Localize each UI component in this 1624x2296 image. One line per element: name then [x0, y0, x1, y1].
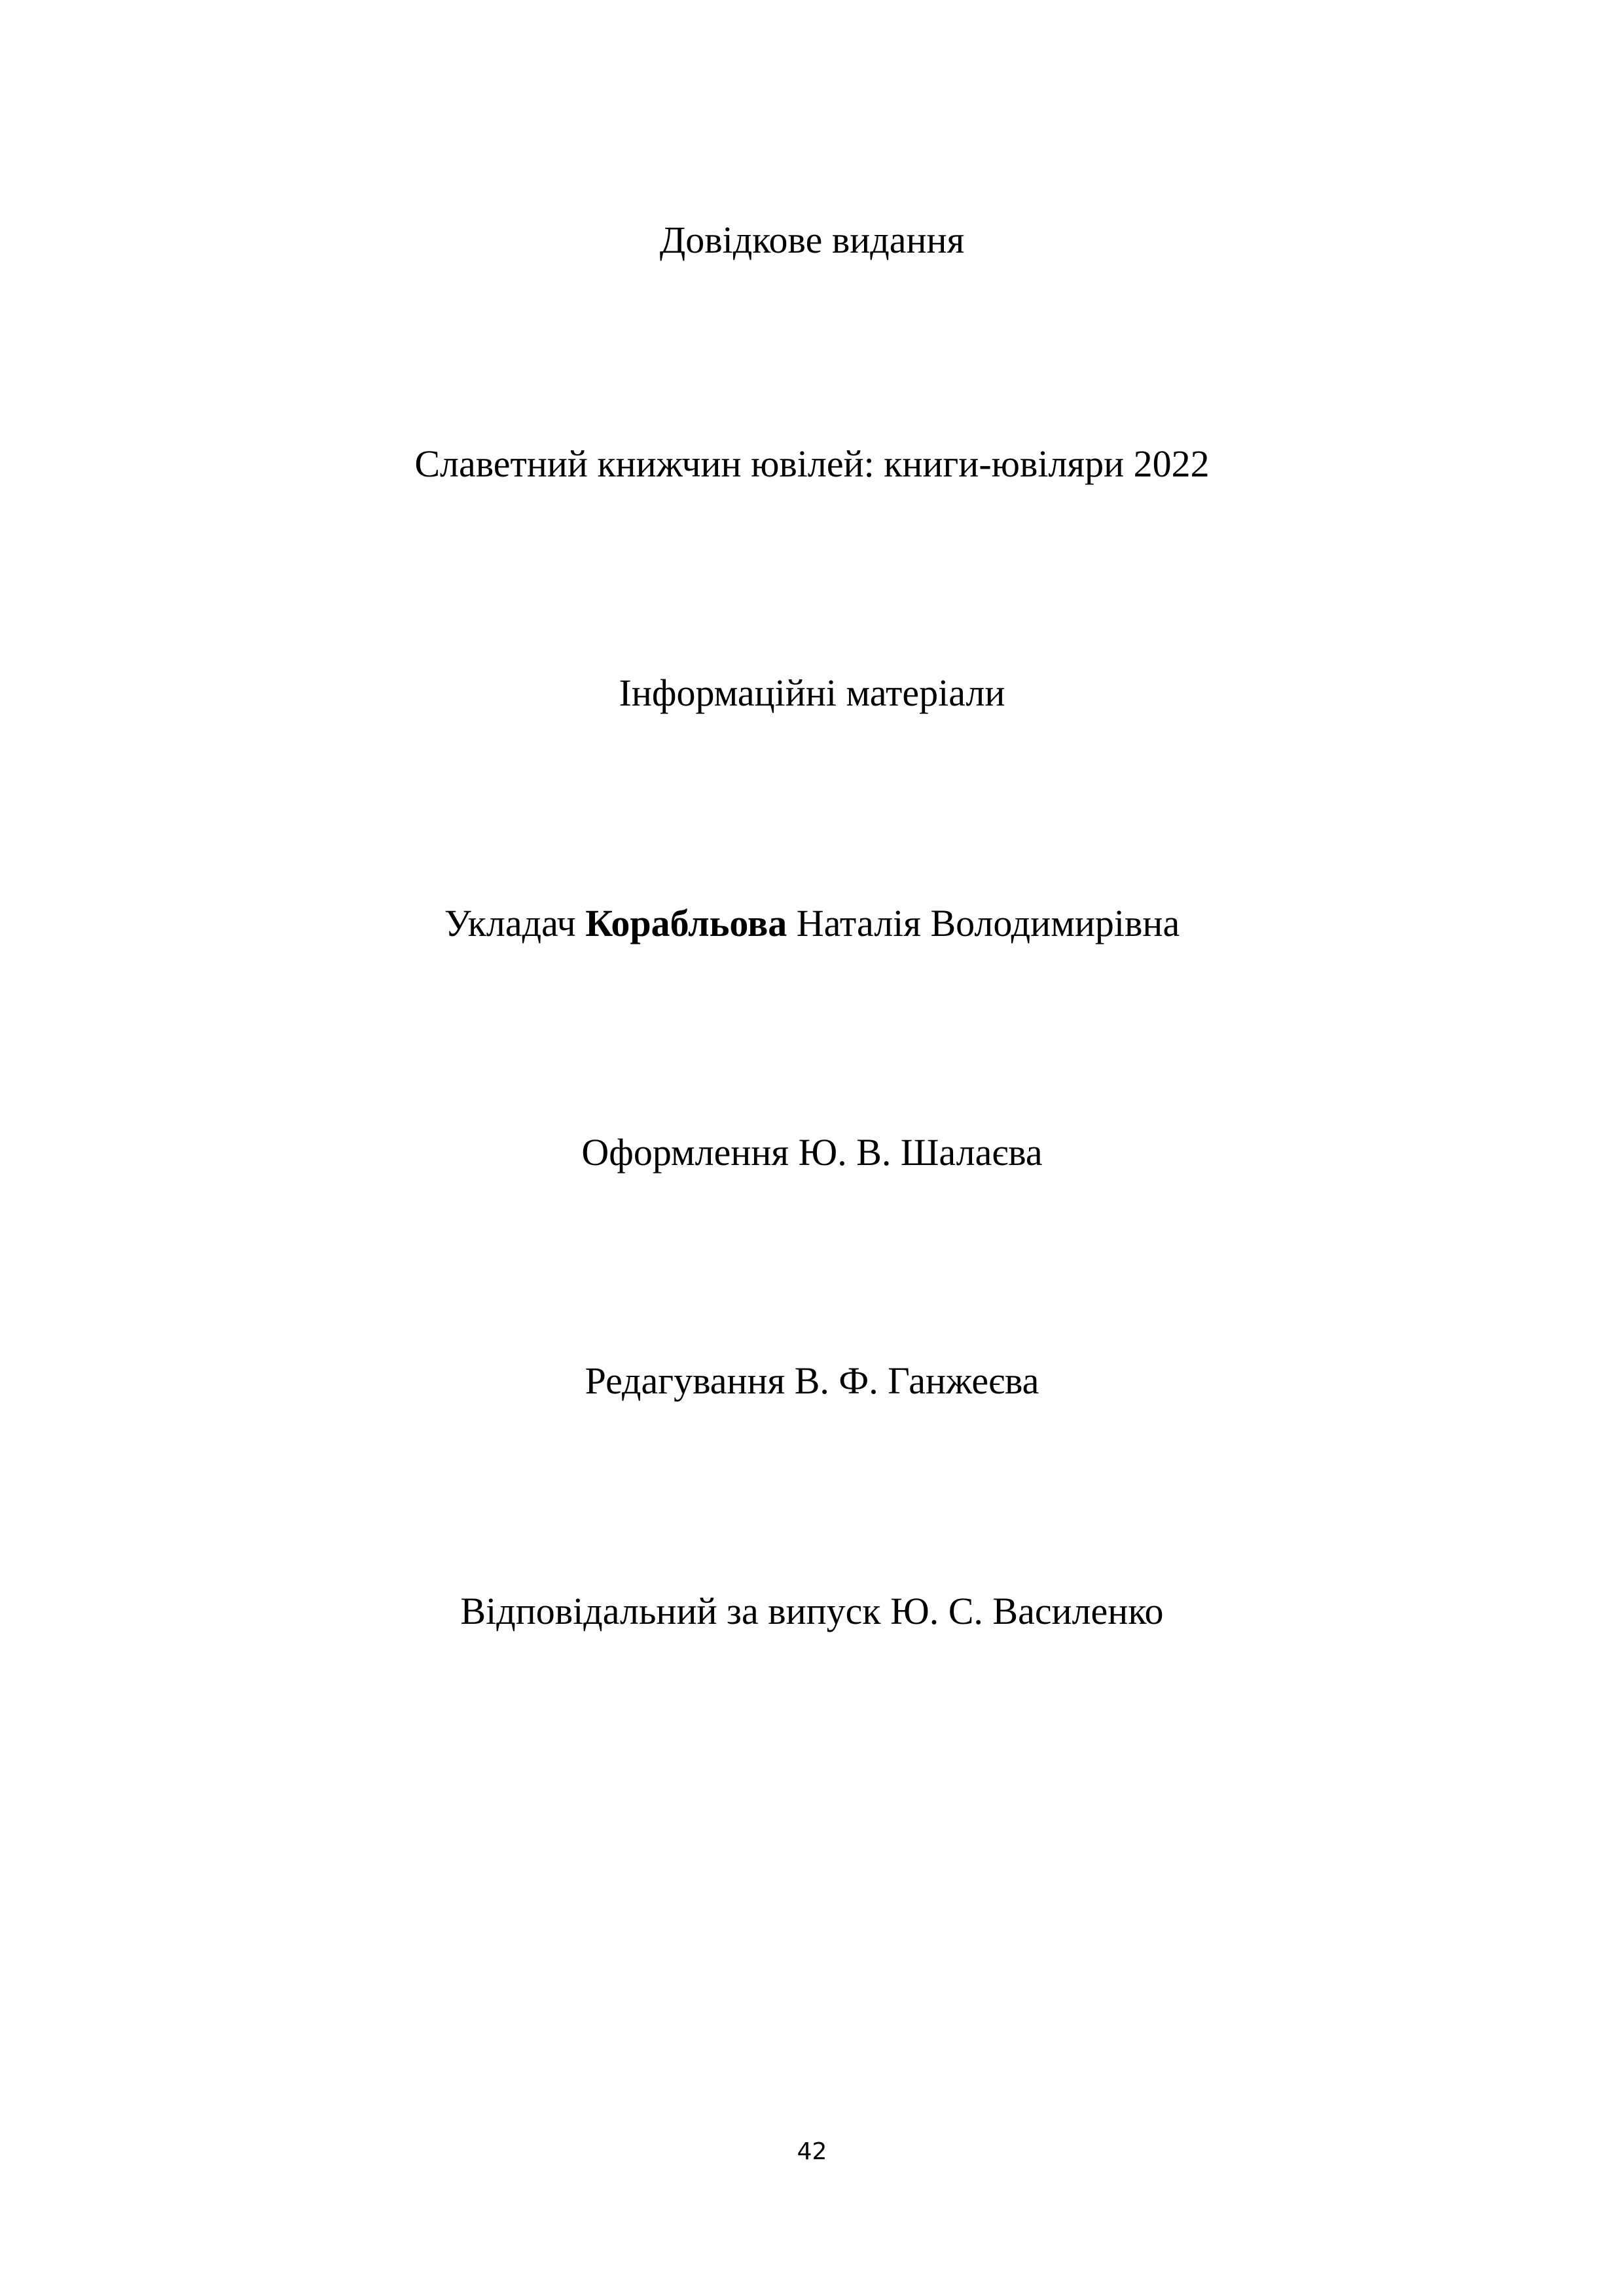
- edition-type: Довідкове видання: [659, 219, 965, 261]
- compiler-line: [0, 901, 1624, 946]
- design-credit: Оформлення Ю. В. Шалаєва: [581, 1131, 1043, 1174]
- editing-credit: Редагування В. Ф. Ганжеєва: [585, 1359, 1039, 1402]
- compiler-label: Укладач: [444, 902, 576, 944]
- material-type: Інформаційні матеріали: [619, 672, 1005, 714]
- compiler-given-names: Наталія Володимирівна: [796, 902, 1180, 944]
- responsible-credit: Відповідальний за випуск Ю. С. Василенко: [460, 1590, 1164, 1632]
- document-title: Славетний книжчин ювілей: книги-ювіляри 2022: [414, 442, 1210, 485]
- page-number: 42: [797, 2138, 827, 2165]
- compiler-surname: Корабльова: [585, 902, 787, 944]
